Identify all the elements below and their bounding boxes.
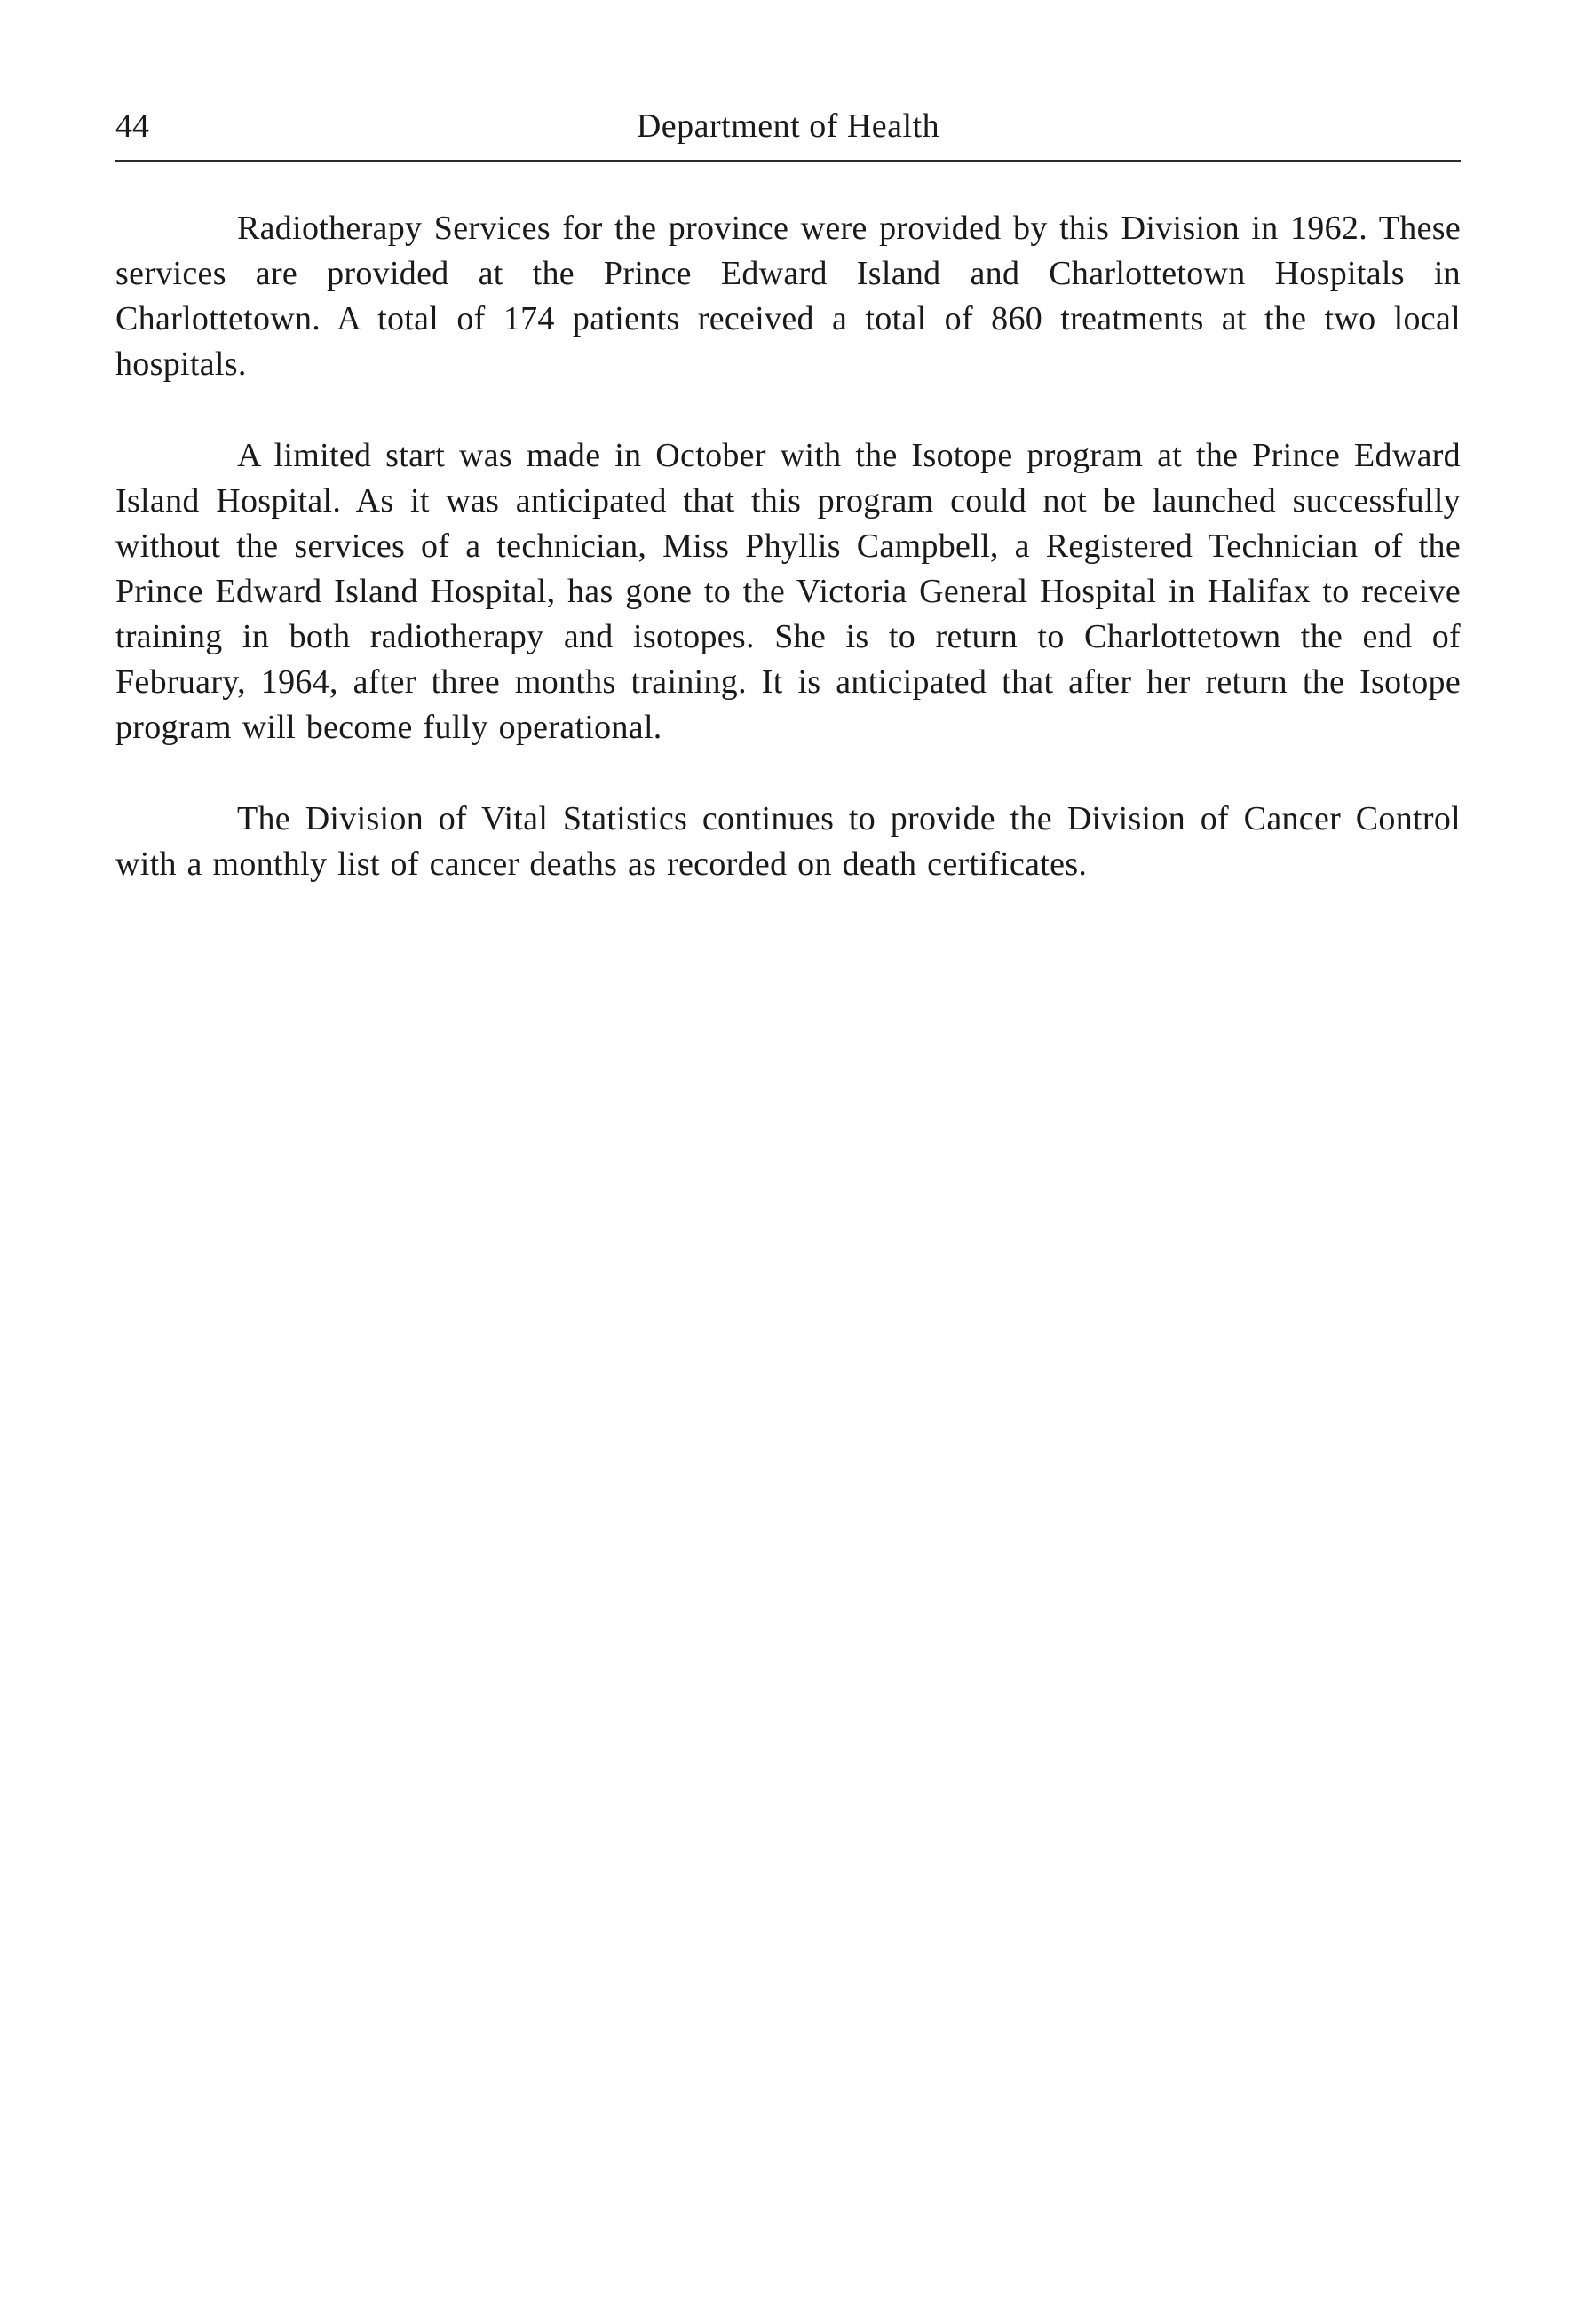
page-number: 44	[115, 107, 149, 145]
paragraph-isotope-program: A limited start was made in October with the Isotope program at the Prince Edward Island Hospital. As it was anticipated that this program could not be launched successfully without the services of a technician, Miss Phyllis Campbell, a Registered Technician of the Prince Edward Island Hospital, has gone to the Victoria General Hospital in Halifax to receive training in both radiotherapy and isotopes. She is to return to Charlottetown the end of February, 1964, after three months training. It is anticipated that after her return the Isotope program will become fully operational.	[115, 437, 1461, 746]
paragraph-radiotherapy-services: Radiotherapy Services for the province were provided by this Division in 1962. These services are provided at the Prince Edward Island and Charlottetown Hospitals in Charlottetown. A total of 174 patients received a total of 860 treatments at the two local hospitals.	[115, 210, 1461, 383]
header-rule	[115, 160, 1461, 162]
page-header	[115, 99, 1461, 153]
body-text	[115, 206, 1461, 933]
paragraph-vital-statistics: The Division of Vital Statistics continues to provide the Division of Cancer Control with a monthly list of cancer deaths as recorded on death certificates.	[115, 800, 1461, 883]
running-title: Department of Health	[636, 107, 940, 145]
